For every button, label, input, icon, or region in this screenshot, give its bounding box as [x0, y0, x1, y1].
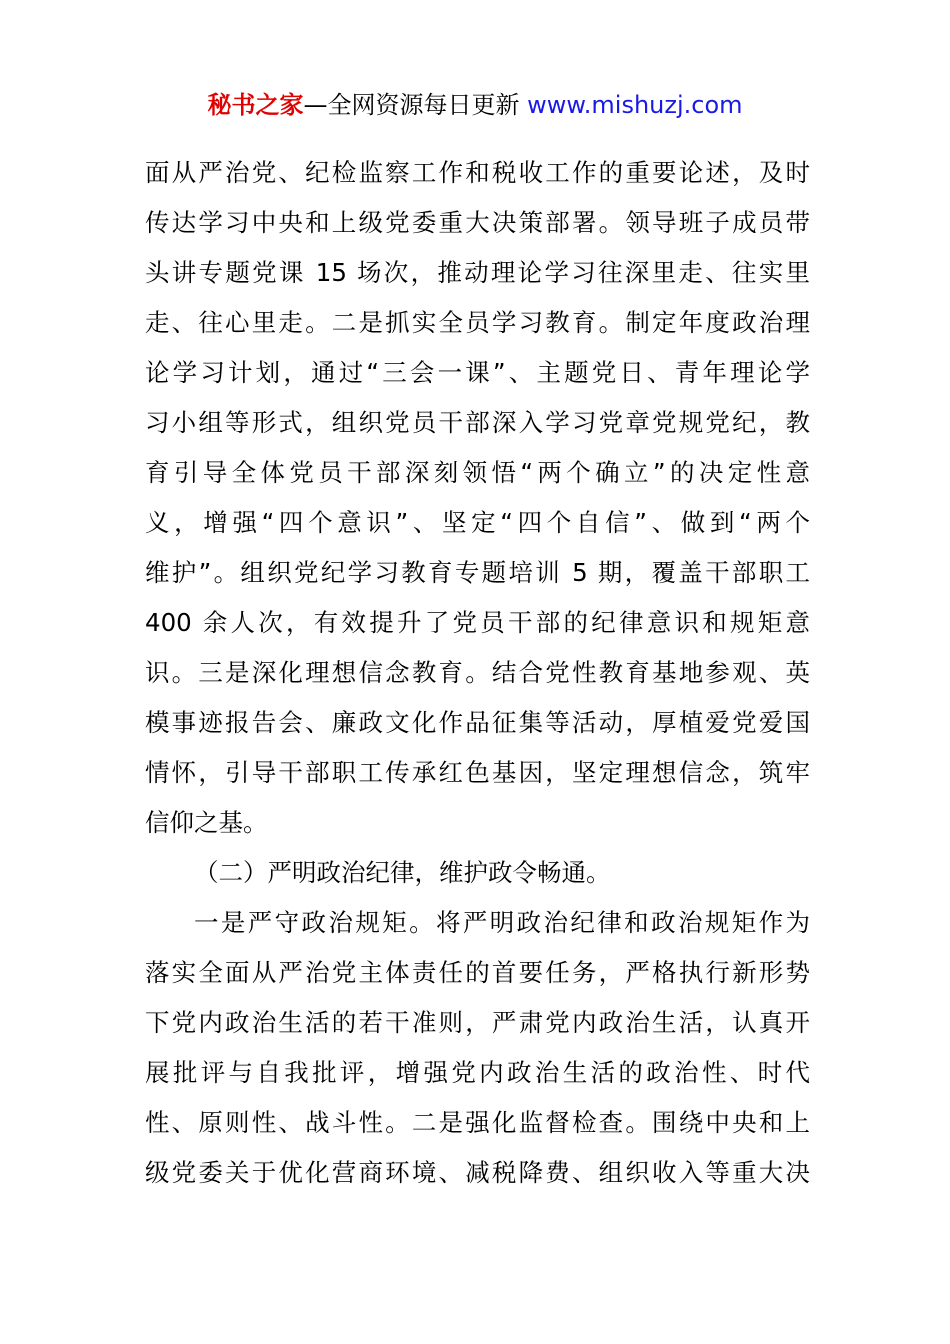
text-line: 传达学习中央和上级党委重大决策部署。领导班子成员带: [145, 208, 810, 237]
site-url-link[interactable]: www.mishuzj.com: [527, 91, 743, 119]
text-line: 识。三是深化理想信念教育。结合党性教育基地参观、英: [145, 658, 810, 687]
text-line: 信仰之基。: [145, 808, 268, 837]
text-line: 义，增强“四个意识”、坚定“四个自信”、做到“两个: [145, 508, 810, 537]
text-line: 展批评与自我批评，增强党内政治生活的政治性、时代: [145, 1058, 810, 1087]
text-line: 走、往心里走。二是抓实全员学习教育。制定年度政治理: [145, 308, 810, 337]
text-line: 性、原则性、战斗性。二是强化监督检查。围绕中央和上: [145, 1108, 810, 1137]
text-line: 一是严守政治规矩。将严明政治纪律和政治规矩作为: [194, 908, 810, 937]
text-line: 落实全面从严治党主体责任的首要任务，严格执行新形势: [145, 958, 810, 987]
text-line: 习小组等形式，组织党员干部深入学习党章党规党纪，教: [145, 408, 810, 437]
text-line: 育引导全体党员干部深刻领悟“两个确立”的决定性意: [145, 458, 810, 487]
text-line: 模事迹报告会、廉政文化作品征集等活动，厚植爱党爱国: [145, 708, 810, 737]
text-line: 面从严治党、纪检监察工作和税收工作的重要论述，及时: [145, 158, 810, 187]
section-heading: （二）严明政治纪律，维护政令畅通。: [194, 858, 611, 887]
text-line: 论学习计划，通过“三会一课”、主题党日、青年理论学: [145, 358, 810, 387]
site-brand: 秘书之家: [207, 91, 304, 119]
text-line: 头讲专题党课 15 场次，推动理论学习往深里走、往实里: [145, 258, 810, 287]
site-slogan: —全网资源每日更新: [303, 91, 520, 119]
text-line: 400 余人次，有效提升了党员干部的纪律意识和规矩意: [145, 608, 810, 637]
document-body: [145, 148, 810, 1198]
text-line: 下党内政治生活的若干准则，严肃党内政治生活，认真开: [145, 1008, 810, 1037]
page-header: [0, 88, 950, 122]
text-line: 级党委关于优化营商环境、减税降费、组织收入等重大决: [145, 1158, 810, 1187]
text-line: 情怀，引导干部职工传承红色基因，坚定理想信念，筑牢: [145, 758, 810, 787]
text-line: 维护”。组织党纪学习教育专题培训 5 期，覆盖干部职工: [145, 558, 810, 587]
